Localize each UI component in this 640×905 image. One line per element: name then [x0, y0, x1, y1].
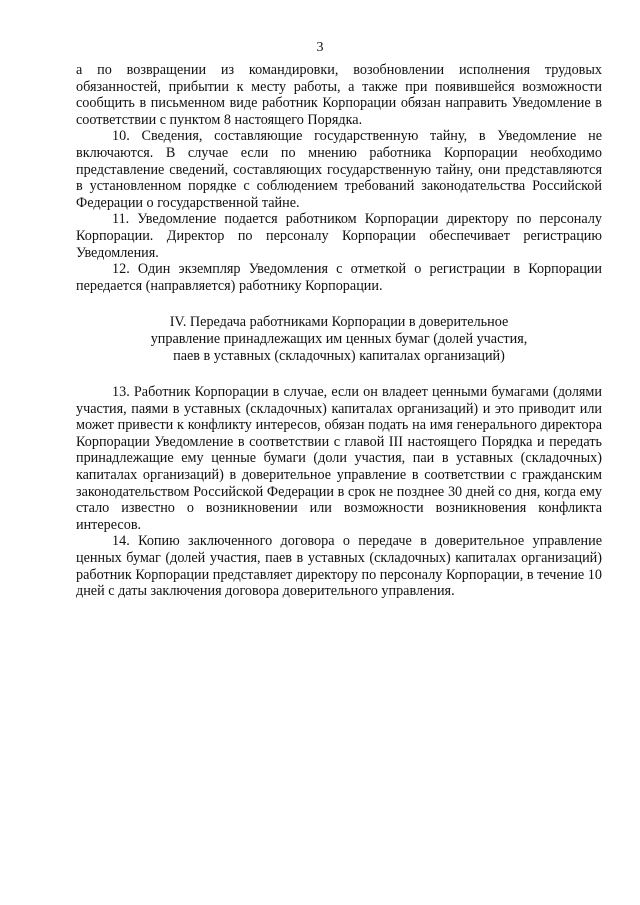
paragraph-continuation: а по возвращении из командировки, возобновлении исполнения трудовых обязанностей, прибытии к месту работы, а также при появившейся возможности сообщить в письменном виде работник Корпорации обязан направить Уведомление в соответствии с пунктом 8 настоящего Порядка.	[76, 62, 602, 128]
paragraph-11: 11. Уведомление подается работником Корпорации директору по персоналу Корпорации. Директор по персоналу Корпорации обеспечивает регистрацию Уведомления.	[76, 211, 602, 261]
section-heading-line-2: управление принадлежащих им ценных бумаг (долей участия,	[150, 330, 528, 347]
section-heading-line-1: IV. Передача работниками Корпорации в доверительное	[169, 314, 509, 331]
paragraph-10: 10. Сведения, составляющие государственную тайну, в Уведомление не включаются. В случае если по мнению работника Корпорации необходимо представление сведений, составляющих государственную тайну, они представляются в установленном порядке с соблюдением требований законодательства Российской Федерации о государственной тайне.	[76, 128, 602, 211]
section-heading	[76, 314, 602, 364]
document-body	[76, 62, 602, 600]
paragraph-13: 13. Работник Корпорации в случае, если он владеет ценными бумагами (долями участия, паями в уставных (складочных) капиталах организаций) и это приводит или может привести к конфликту интересов, обязан подать на имя генерального директора Корпорации Уведомление в соответствии с главой III настоящего Порядка и передать принадлежащие ему ценные бумаги (доли участия, паи в уставных (складочных) капиталах организаций) в доверительное управление в соответствии с гражданским законодательством Российской Федерации в срок не позднее 30 дней со дня, когда ему стало известно о возникновении или возможности возникновения конфликта интересов.	[76, 384, 602, 533]
section-heading-line-3: паев в уставных (складочных) капиталах организаций)	[173, 347, 505, 364]
paragraph-14: 14. Копию заключенного договора о передаче в доверительное управление ценных бумаг (долей участия, паев в уставных (складочных) капиталах организаций) работник Корпорации представляет директору по персоналу Корпорации, в течение 10 дней с даты заключения договора доверительного управления.	[76, 533, 602, 600]
paragraph-12: 12. Один экземпляр Уведомления с отметкой о регистрации в Корпорации передается (направляется) работнику Корпорации.	[76, 261, 602, 294]
page-number: 3	[316, 40, 324, 55]
